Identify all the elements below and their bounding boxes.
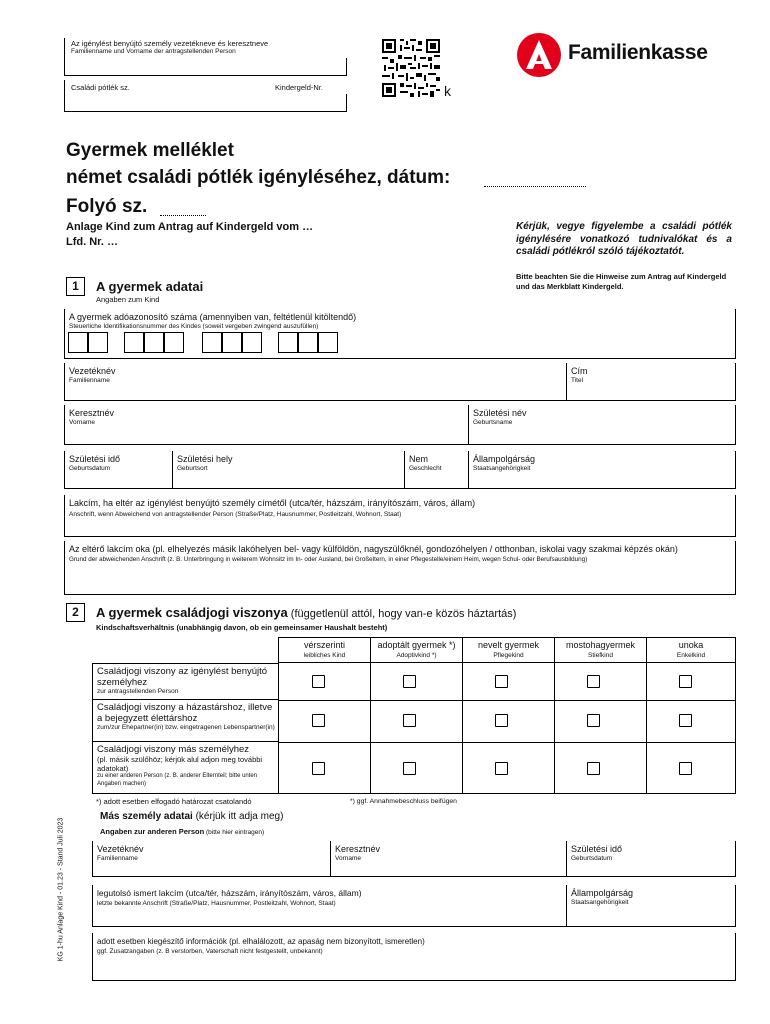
row-label-sub: (pl. másik szülőhöz; kérjük alul adjon meg további adatokat) (97, 755, 263, 773)
other-birthdate-label: Születési idő (571, 844, 623, 854)
checkbox-foster-applicant[interactable] (495, 675, 508, 688)
child-birthname-label-de: Geburtsname (473, 419, 513, 426)
footnote-de: *) ggf. Annahmebeschluss beifügen (350, 798, 457, 805)
table-row (92, 663, 278, 700)
checkbox-adopted-applicant[interactable] (403, 675, 416, 688)
row-label: Családjogi viszony más személyhez (97, 744, 250, 755)
title-de-line2: Lfd. Nr. … (66, 236, 118, 248)
section1-subtitle: Angaben zum Kind (96, 295, 160, 304)
child-birthplace-label: Születési hely (177, 454, 233, 464)
row-label-de: zum/zur Ehepartner(in) bzw. eingetragenen Lebenspartner(in) (97, 724, 275, 731)
qr-code (380, 37, 442, 99)
other-firstname-field[interactable] (330, 841, 566, 877)
kg-number-label: Családi pótlék sz. (71, 83, 130, 92)
tax-id-digit[interactable] (278, 332, 298, 353)
child-birthname-label: Születési név (473, 408, 527, 418)
checkbox-adopted-spouse[interactable] (403, 714, 416, 727)
tax-id-digit[interactable] (144, 332, 164, 353)
k-mark: k (444, 83, 451, 99)
child-birthname-field[interactable] (468, 405, 736, 445)
title-line2: német családi pótlék igényléséhez, dátum: (66, 167, 451, 188)
tax-id-digit[interactable] (318, 332, 338, 353)
other-extra-info-label-de: ggf. Zusatzangaben (z. B verstorben, Vaterschaft nicht festgestellt, unbekannt) (97, 948, 323, 955)
title-line1: Gyermek melléklet (66, 140, 234, 161)
tax-id-label-de: Steuerliche Identifikationsnummer des Kindes (soweit vergeben zwingend auszufüllen) (69, 323, 319, 330)
other-person-title: Más személy adatai (100, 811, 193, 822)
child-firstname-field[interactable] (64, 405, 468, 445)
checkbox-biological-applicant[interactable] (312, 675, 325, 688)
column-header-label: nevelt gyermek (477, 640, 540, 650)
other-extra-info-field[interactable] (92, 933, 736, 981)
child-surname-field[interactable] (64, 363, 566, 401)
column-header (370, 637, 462, 663)
checkbox-foster-spouse[interactable] (495, 714, 508, 727)
familienkasse-logo-icon (516, 32, 562, 78)
column-header-label: unoka (678, 640, 704, 650)
other-firstname-label-de: Vorname (335, 855, 362, 862)
section1-title: A gyermek adatai (96, 279, 204, 294)
child-address-field[interactable] (64, 495, 736, 537)
child-gender-field[interactable] (404, 451, 468, 489)
column-header-label: mostohagyermek (565, 640, 636, 650)
title-de-line1: Anlage Kind zum Antrag auf Kindergeld vom … (66, 221, 314, 233)
grid-line (370, 663, 371, 794)
child-birthdate-label: Születési idő (69, 454, 121, 464)
child-title-label: Cím (571, 366, 588, 376)
grid-line (278, 700, 736, 701)
column-header (278, 637, 370, 663)
tax-id-digit[interactable] (242, 332, 262, 353)
column-header-label: vérszerinti (303, 640, 345, 650)
running-number-line[interactable] (160, 215, 206, 216)
column-header (646, 637, 736, 663)
kg-number-field[interactable] (64, 80, 346, 112)
section2-subtitle: Kindschaftsverhältnis (unabhängig davon, ob ein gemeinsamer Haushalt besteht) (96, 623, 388, 632)
section2-title: A gyermek családjogi viszonya (96, 605, 288, 620)
child-firstname-label-de: Vorname (69, 419, 96, 426)
other-surname-field[interactable] (92, 841, 330, 877)
column-header-label-de: Enkelkind (676, 652, 706, 659)
row-label: Családjogi viszony a házastárshoz, illetve a bejegyzett élettárshoz (97, 702, 273, 724)
other-surname-label: Vezetéknév (97, 844, 144, 854)
other-birthdate-field[interactable] (566, 841, 736, 877)
other-person-title-note: (kérjük itt adja meg) (192, 811, 284, 822)
notice-hu: Kérjük, vegye figyelembe a családi pótlék igénylésére vonatkozó tudnivalókat és a családi pótlékról szóló tájékoztatót. (516, 221, 732, 257)
column-header (462, 637, 554, 663)
checkbox-foster-other[interactable] (495, 762, 508, 775)
section1-number: 1 (66, 277, 85, 296)
child-title-label-de: Titel (571, 377, 584, 384)
other-last-address-field[interactable] (92, 885, 566, 927)
child-birthdate-label-de: Geburtsdatum (69, 465, 111, 472)
other-firstname-label: Keresztnév (335, 844, 381, 854)
grid-line (462, 663, 463, 794)
applicant-name-field[interactable] (64, 38, 346, 76)
tax-id-digit[interactable] (222, 332, 242, 353)
tax-id-digit[interactable] (124, 332, 144, 353)
row-label: Családjogi viszony az igénylést benyújtó személyhez (97, 666, 268, 688)
other-citizenship-label-de: Staatsangehörigkeit (571, 899, 629, 906)
applicant-name-label: Az igénylést benyújtó személy vezetékneve és keresztneve (71, 39, 269, 48)
other-last-address-label: legutolsó ismert lakcím (utca/tér, házszám, irányítószám, város, állam) (97, 888, 362, 898)
checkbox-step-other[interactable] (587, 762, 600, 775)
other-citizenship-field[interactable] (566, 885, 736, 927)
tax-id-digit[interactable] (298, 332, 318, 353)
row-label-de: zu einer anderen Person (z. B. anderer Elternteil; bitte unten Angaben machen) (97, 773, 258, 787)
child-birthplace-label-de: Geburtsort (177, 465, 208, 472)
kg-number-label-de: Kindergeld-Nr. (275, 83, 323, 92)
address-reason-label: Az eltérő lakcím oka (pl. elhelyezés másik lakóhelyen bel- vagy külföldön, nagyszülőknél, gondozóhelyen / otthonban, iskolai vagy szakmai képzés okán) (69, 544, 678, 554)
applicant-name-label-de: Familienname und Vorname der antragstellenden Person (71, 48, 236, 55)
other-surname-label-de: Familienname (97, 855, 138, 862)
column-header-label-de: Adoptivkind *) (396, 652, 437, 659)
checkbox-biological-spouse[interactable] (312, 714, 325, 727)
address-reason-label-de: Grund der abweichenden Anschrift (z. B. Unterbringung in weiterem Wohnsitz im In- oder Ausland, bei Großeltern, in einer Pflegestelle/einem Heim, wegen Schul- oder Berufsausbildung) (69, 556, 588, 563)
section2-number: 2 (66, 603, 85, 622)
checkbox-grandchild-applicant[interactable] (679, 675, 692, 688)
row-label-de: zur antragstellenden Person (97, 688, 179, 695)
logo-text: Familienkasse (568, 41, 708, 64)
section2-title-wrap (96, 605, 516, 620)
footnote-hu: *) adott esetben elfogadó határozat csatolandó (96, 797, 252, 806)
child-surname-label: Vezetéknév (69, 366, 116, 376)
child-birthdate-field[interactable] (64, 451, 172, 489)
table-row (92, 742, 278, 794)
section2-title-note: (függetlenül attól, hogy van-e közös háztartás) (287, 608, 517, 620)
child-gender-label-de: Geschlecht (409, 465, 442, 472)
other-person-subtitle-wrap (100, 827, 264, 836)
checkbox-step-applicant[interactable] (587, 675, 600, 688)
table-row (92, 700, 278, 742)
checkbox-grandchild-spouse[interactable] (679, 714, 692, 727)
column-header-label-de: Stiefkind (588, 652, 613, 659)
other-extra-info-label: adott esetben kiegészítő információk (pl. elhalálozott, az apaság nem bizonyított, ismeretlen) (97, 937, 425, 946)
tax-id-digit[interactable] (164, 332, 184, 353)
child-birthplace-field[interactable] (172, 451, 404, 489)
other-person-subtitle: Angaben zur anderen Person (100, 827, 205, 836)
checkbox-adopted-other[interactable] (403, 762, 416, 775)
column-header-label: adoptált gyermek *) (377, 640, 456, 650)
grid-line (554, 663, 555, 794)
checkbox-grandchild-other[interactable] (679, 762, 692, 775)
checkbox-step-spouse[interactable] (587, 714, 600, 727)
other-person-subtitle-note: (bitte hier eintragen) (204, 829, 265, 836)
tax-id-digit[interactable] (202, 332, 222, 353)
child-address-label: Lakcím, ha eltér az igénylést benyújtó személy címétől (utca/tér, házszám, irányítószám, város, állam) (69, 498, 476, 508)
child-citizenship-field[interactable] (468, 451, 736, 489)
grid-line (646, 663, 647, 794)
grid-line (278, 742, 736, 743)
child-citizenship-label-de: Staatsangehörigkeit (473, 465, 531, 472)
child-address-label-de: Anschrift, wenn Abweichend von antragstellender Person (Straße/Platz, Hausnummer, Postleitzahl, Wohnort, Staat) (69, 511, 402, 518)
date-line[interactable] (484, 186, 586, 187)
child-gender-label: Nem (409, 454, 429, 464)
column-header-label-de: leibliches Kind (303, 652, 346, 659)
child-title-field[interactable] (566, 363, 736, 401)
child-surname-label-de: Familienname (69, 377, 110, 384)
tax-id-label: A gyermek adóazonosító száma (amennyiben van, feltétlenül kitöltendő) (69, 312, 357, 322)
address-reason-field[interactable] (64, 541, 736, 595)
title-line3: Folyó sz. (66, 196, 148, 217)
tax-id-digit[interactable] (88, 332, 108, 353)
child-firstname-label: Keresztnév (69, 408, 115, 418)
tax-id-digit[interactable] (68, 332, 88, 353)
other-last-address-label-de: letzte bekannte Anschrift (Straße/Platz, Hausnummer, Postleitzahl, Wohnort, Staat) (97, 900, 336, 907)
other-birthdate-label-de: Geburtsdatum (571, 855, 613, 862)
form-code-side-text: KG 1-hu Anlage Kind - 01.23 - Stand Juli 2023 (57, 817, 65, 962)
column-header (554, 637, 646, 663)
child-citizenship-label: Állampolgárság (473, 454, 536, 464)
column-header-label-de: Pflegekind (493, 652, 524, 659)
other-citizenship-label: Állampolgárság (571, 888, 634, 898)
checkbox-biological-other[interactable] (312, 762, 325, 775)
notice-de: Bitte beachten Sie die Hinweise zum Antrag auf Kindergeld und das Merkblatt Kindergeld. (516, 272, 727, 291)
other-person-title-wrap (100, 811, 283, 822)
